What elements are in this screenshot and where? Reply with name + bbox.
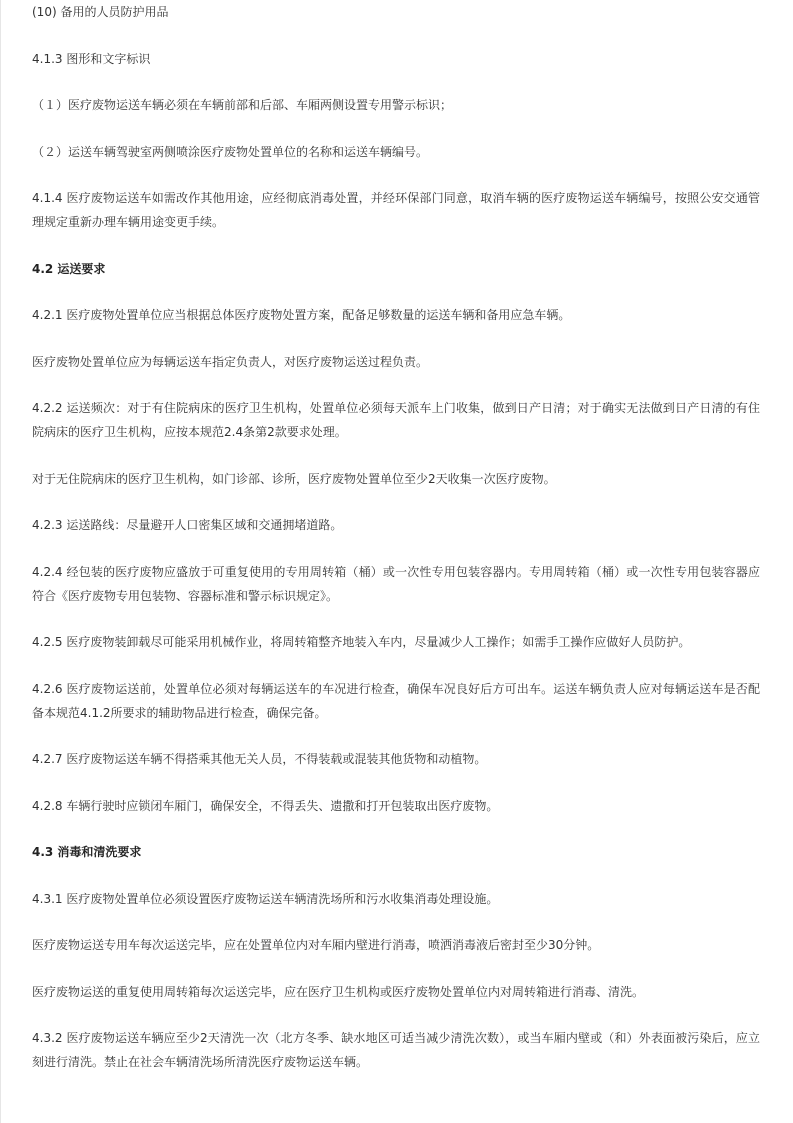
clause-cab-painting: （２）运送车辆驾驶室两侧喷涂医疗废物处置单位的名称和运送车辆编号。	[32, 144, 429, 159]
clause-4-2-6: 4.2.6 医疗废物运送前，处置单位必须对每辆运送车的车况进行检查，确保车况良好后方可出车。运送车辆负责人应对每辆运送车是否配备本规范4.1.2所要求的辅助物品进行检查，确保完备。	[32, 681, 760, 720]
clause-4-2-1: 4.2.1 医疗废物处置单位应当根据总体医疗废物处置方案，配备足够数量的运送车辆和备用应急车辆。	[32, 308, 571, 322]
clause-4-2-8: 4.2.8 车辆行驶时应锁闭车厢门，确保安全，不得丢失、遗撒和打开包装取出医疗废物。	[32, 798, 499, 813]
section-heading-4-3: 4.3 消毒和清洗要求	[32, 845, 142, 859]
clause-4-2-7: 4.2.7 医疗废物运送车辆不得搭乘其他无关人员，不得装载或混装其他货物和动植物。	[32, 752, 487, 766]
list-item-protective-equipment: (10) 备用的人员防护用品	[32, 5, 169, 19]
clause-4-2-2: 4.2.2 运送频次：对于有住院病床的医疗卫生机构，处置单位必须每天派车上门收集，做到日产日清；对于确实无法做到日产日清的有住院病床的医疗卫生机构，应按本规范2.4条第2款要求处理。	[32, 401, 760, 439]
section-heading-4-2: 4.2 运送要求	[32, 261, 106, 276]
page-left-border	[0, 0, 1, 1123]
clause-vehicle-disinfection: 医疗废物运送专用车每次运送完毕，应在处置单位内对车厢内壁进行消毒，喷洒消毒液后密封至少30分钟。	[32, 938, 600, 952]
clause-4-1-4: 4.1.4 医疗废物运送车如需改作其他用途，应经彻底消毒处置，并经环保部门同意，取消车辆的医疗废物运送车辆编号，按照公安交通管理规定重新办理车辆用途变更手续。	[32, 191, 760, 229]
document-body	[32, 0, 760, 1097]
clause-4-3-1: 4.3.1 医疗废物处置单位必须设置医疗废物运送车辆清洗场所和污水收集消毒处理设施。	[32, 891, 499, 906]
clause-4-2-4: 4.2.4 经包装的医疗废物应盛放于可重复使用的专用周转箱（桶）或一次性专用包装容器内。专用周转箱（桶）或一次性专用包装容器应符合《医疗废物专用包装物、容器标准和警示标识规定》。	[32, 564, 760, 603]
clause-warning-signs: （１）医疗废物运送车辆必须在车辆前部和后部、车厢两侧设置专用警示标识；	[32, 98, 453, 112]
clause-container-disinfection: 医疗废物运送的重复使用周转箱每次运送完毕，应在医疗卫生机构或医疗废物处置单位内对周转箱进行消毒、清洗。	[32, 984, 645, 999]
clause-4-3-2: 4.3.2 医疗废物运送车辆应至少2天清洗一次（北方冬季、缺水地区可适当减少清洗次数），或当车厢内壁或（和）外表面被污染后，应立刻进行清洗。禁止在社会车辆清洗场所清洗医疗废物运送车辆。	[32, 1031, 760, 1069]
clause-4-2-5: 4.2.5 医疗废物装卸载尽可能采用机械作业，将周转箱整齐地装入车内，尽量减少人工操作；如需手工操作应做好人员防护。	[32, 635, 691, 649]
clause-clinics-collection: 对于无住院病床的医疗卫生机构，如门诊部、诊所，医疗废物处置单位至少2天收集一次医疗废物。	[32, 471, 556, 486]
section-heading-4-1-3: 4.1.3 图形和文字标识	[32, 51, 151, 66]
clause-4-2-3: 4.2.3 运送路线：尽量避开人口密集区域和交通拥堵道路。	[32, 518, 343, 532]
clause-responsible-person: 医疗废物处置单位应为每辆运送车指定负责人，对医疗废物运送过程负责。	[32, 354, 429, 369]
